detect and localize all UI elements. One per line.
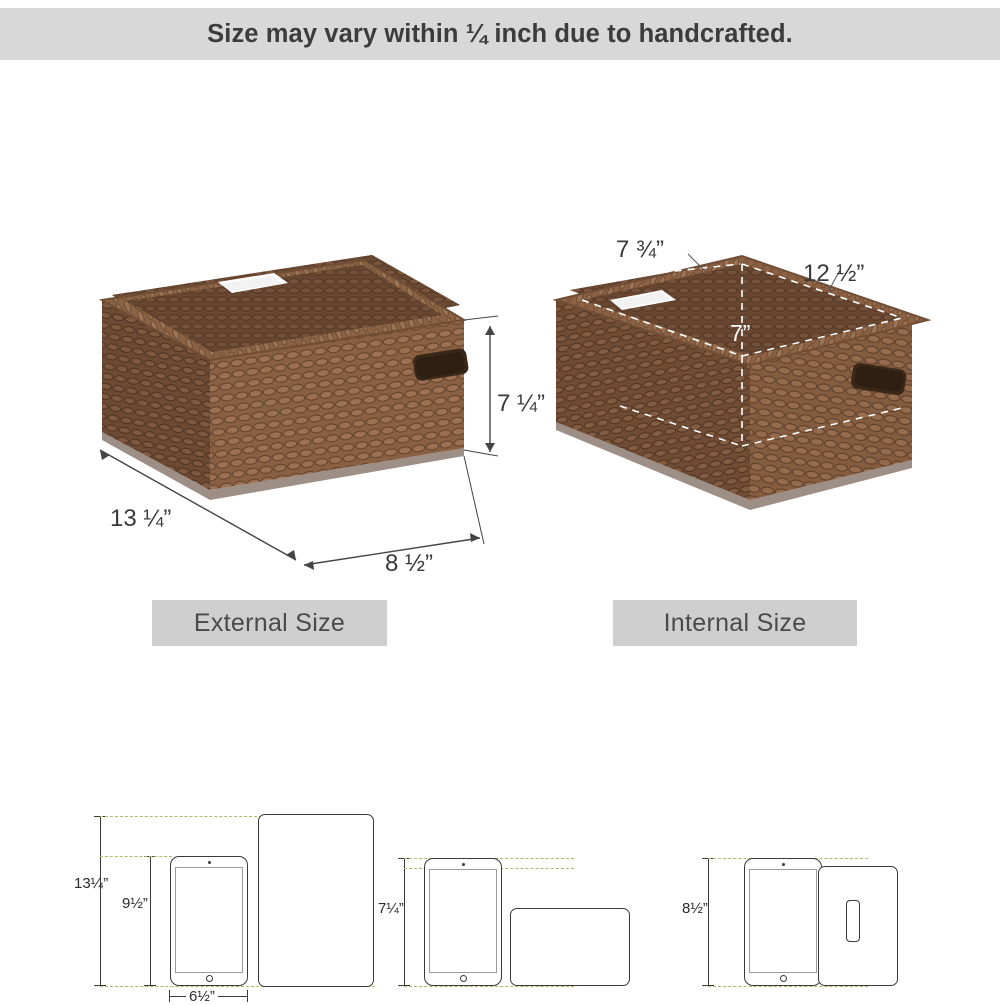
header-banner: [0, 8, 1000, 60]
external-length-label: 13 ¼”: [110, 505, 172, 532]
external-width-label: 8 ½”: [385, 550, 434, 577]
group1-outer-height-label: 13¼”: [74, 875, 109, 892]
tablet-screen: [749, 869, 817, 973]
group1-tablet-height-label: 9½”: [122, 895, 148, 912]
group1-outer-measure-line: [100, 816, 101, 986]
internal-height-label: 7”: [730, 320, 751, 346]
group3-measure-line: [708, 858, 709, 986]
group2-basket-outline: [510, 908, 630, 986]
group3-guide-bottom: [708, 986, 868, 987]
group2-guide-bottom: [404, 986, 574, 987]
group1-guide-mid: [100, 856, 172, 857]
tablet-camera-icon: [208, 861, 211, 864]
size-comparison-section: [0, 790, 1000, 1005]
external-basket-illustration: [60, 160, 560, 660]
external-size-chip: [152, 600, 387, 646]
group1-width-tick-right: [247, 990, 248, 1002]
group1-basket-outline: [258, 814, 374, 987]
group2-tablet: [424, 858, 502, 986]
tablet-home-button-icon: [206, 975, 213, 982]
external-height-label: 7 ¼”: [497, 390, 546, 417]
tablet-camera-icon: [462, 863, 465, 866]
banner-text: Size may vary within ¼ inch due to handcrafted.: [207, 19, 793, 48]
group3-basket-handle: [846, 900, 860, 942]
tablet-home-button-icon: [780, 975, 787, 982]
internal-size-chip: [613, 600, 857, 646]
group1-width-tick-left: [169, 990, 170, 1002]
tablet-screen: [175, 867, 243, 973]
group1-tablet-small: [170, 856, 248, 986]
group2-measure-line: [404, 858, 405, 986]
tablet-camera-icon: [782, 863, 785, 866]
group1-guide-top: [100, 816, 272, 817]
internal-length-label: 12 ½”: [803, 260, 865, 287]
group1-inner-measure-line: [150, 856, 151, 986]
internal-width-label: 7 ¾”: [616, 236, 665, 263]
illustration-stage: [0, 60, 1000, 680]
group3-height-label: 8½”: [682, 900, 708, 917]
group2-height-label: 7¼”: [378, 900, 404, 917]
tablet-home-button-icon: [460, 975, 467, 982]
internal-size-chip-label: Internal Size: [663, 608, 807, 637]
external-size-chip-label: External Size: [193, 608, 346, 637]
group3-tablet: [744, 858, 822, 986]
group1-tablet-width-label: 6½”: [186, 988, 218, 1005]
internal-basket-illustration: [510, 160, 970, 620]
tablet-screen: [429, 869, 497, 973]
